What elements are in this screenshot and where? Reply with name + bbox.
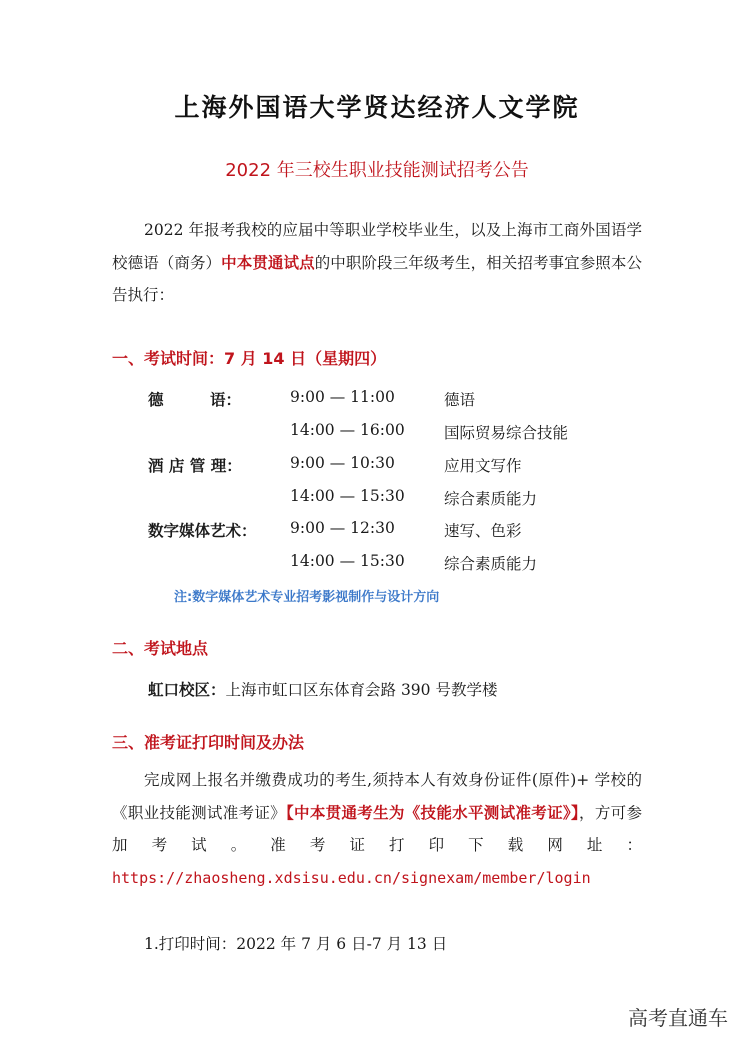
schedule-time: 9:00 — 10:30 (290, 454, 395, 472)
schedule-subject: 速写、色彩 (444, 522, 522, 540)
schedule-time: 14:00 — 15:30 (290, 552, 405, 570)
campus-label: 虹口校区： (148, 681, 226, 699)
document-title: 上海外国语大学贤达经济人文学院 (174, 93, 580, 122)
intro-text-end: 的中职阶段三年级考生，相关招考事宜参照本公告执行： (112, 253, 642, 304)
watermark-text: 高考直通车 (628, 1006, 728, 1030)
intro-highlight: 中本贯通试点 (221, 252, 315, 272)
schedule-time: 14:00 — 16:00 (290, 421, 405, 439)
schedule-label: 数字媒体艺术： (148, 522, 257, 540)
schedule-subject: 应用文写作 (444, 457, 522, 475)
exam-location (148, 678, 497, 700)
print-time-item: 1.打印时间：2022 年 7 月 6 日-7 月 13 日 (144, 935, 448, 953)
schedule-subject: 综合素质能力 (444, 555, 538, 573)
section1-heading: 一、考试时间：7 月 14 日（星期四） (112, 349, 387, 368)
admission-highlight: 【中本贯通考生为《技能水平测试准考证》】 (285, 802, 580, 822)
schedule-time: 14:00 — 15:30 (290, 487, 405, 505)
document-subtitle: 2022 年三校生职业技能测试招考公告 (225, 160, 529, 181)
intro-paragraph (112, 214, 642, 312)
admission-text-end: ，方可参加考试。准考证打印下载网址： (112, 803, 642, 854)
schedule-subject: 国际贸易综合技能 (444, 424, 569, 442)
schedule-time: 9:00 — 11:00 (290, 388, 395, 406)
schedule-note: 注:数字媒体艺术专业招考影视制作与设计方向 (174, 590, 440, 605)
intro-text: 2022 年报考我校的应届中等职业学校毕业生，以及上海市工商外国语学校德语（商务） (112, 221, 642, 272)
schedule-label: 德 语： (148, 391, 242, 409)
section2-heading: 二、考试地点 (112, 639, 209, 658)
admission-paragraph (112, 764, 642, 894)
schedule-label: 酒 店 管 理： (148, 457, 242, 475)
schedule-subject: 综合素质能力 (444, 490, 538, 508)
campus-address: 上海市虹口区东体育会路 390 号教学楼 (225, 681, 498, 699)
schedule-time: 9:00 — 12:30 (290, 519, 395, 537)
download-url-link[interactable]: https://zhaosheng.xdsisu.edu.cn/signexam/member/login (112, 868, 591, 887)
admission-text: 完成网上报名并缴费成功的考生,须持本人有效身份证件(原件)+ 学校的《职业技能测试准考证》 (112, 771, 642, 822)
section3-heading: 三、准考证打印时间及办法 (112, 733, 305, 752)
schedule-subject: 德语 (444, 391, 476, 409)
